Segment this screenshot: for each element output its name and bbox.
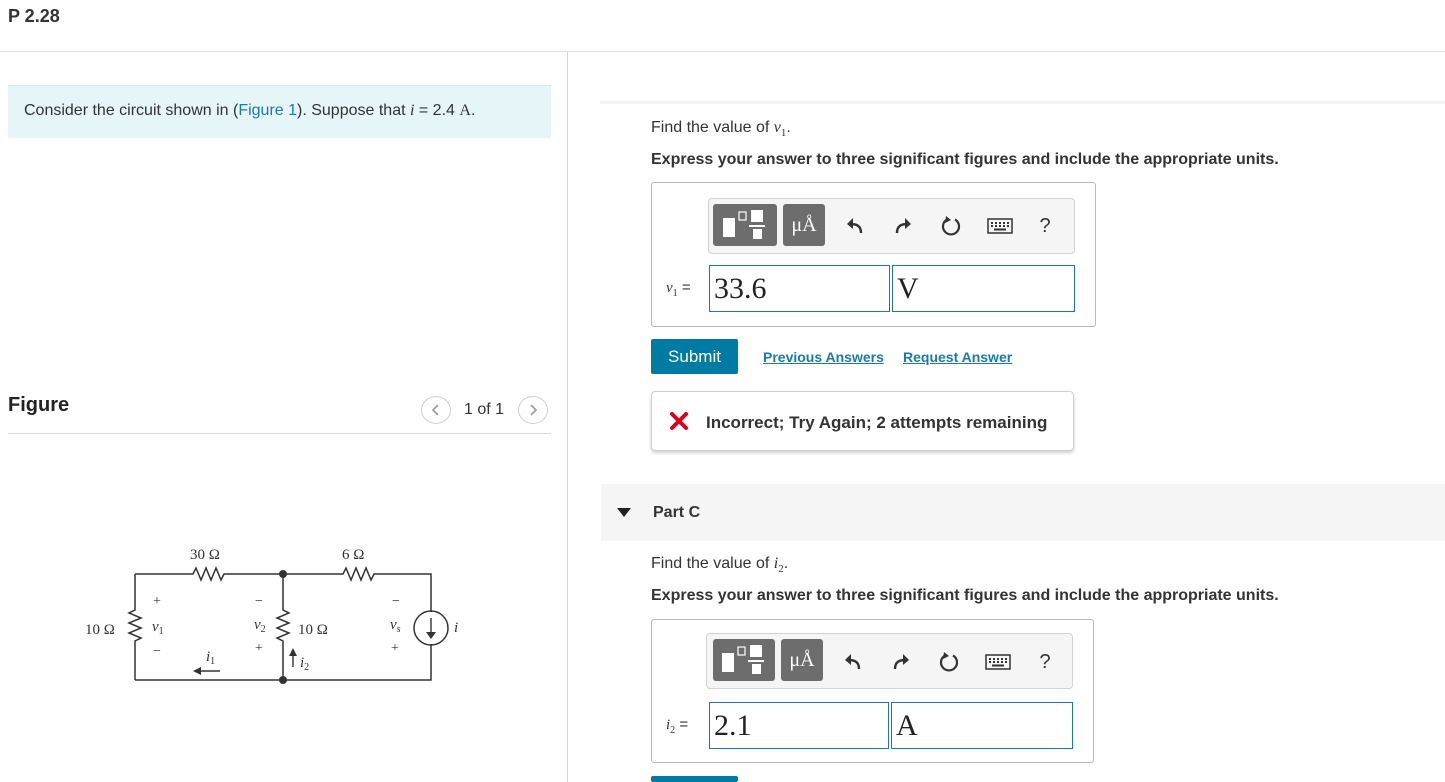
part-b-unit-input[interactable]: V <box>892 265 1075 312</box>
keyboard-icon <box>985 654 1011 670</box>
help-button[interactable]: ? <box>1039 214 1051 237</box>
header-divider <box>0 51 1445 52</box>
part-c-answer-label: $i_2$ = <box>666 716 689 736</box>
part-c-submit-button[interactable] <box>651 776 738 782</box>
units-button[interactable]: μÅ <box>781 639 823 681</box>
part-b-answer-label: $v_1$ = <box>666 279 691 299</box>
keyboard-icon <box>987 218 1013 234</box>
keyboard-button[interactable] <box>983 648 1013 676</box>
part-b-submit-button[interactable]: Submit <box>651 339 738 374</box>
problem-title: P 2.28 <box>8 6 60 26</box>
intro-var-i: i <box>409 102 415 119</box>
undo-icon <box>845 216 865 236</box>
v2-plus: + <box>255 641 263 656</box>
redo-icon <box>893 216 913 236</box>
label-vs: $v_s$ <box>390 617 401 635</box>
v1-plus: + <box>153 594 161 609</box>
collapse-caret-icon[interactable] <box>617 508 631 518</box>
chevron-left-icon <box>431 403 441 417</box>
figure-link[interactable]: Figure 1 <box>238 102 298 119</box>
vs-minus: − <box>392 594 400 609</box>
figure-divider <box>8 433 551 434</box>
next-figure-button[interactable] <box>518 396 548 424</box>
part-c-question: Find the value of $i_2$. <box>651 555 789 576</box>
v2-minus: − <box>255 594 263 609</box>
vs-plus: + <box>391 641 399 656</box>
feedback-text: Incorrect; Try Again; 2 attempts remaining <box>706 413 1048 432</box>
part-b-top-divider <box>600 101 1445 104</box>
part-c-toolbar <box>706 633 1073 689</box>
node-bottom <box>279 676 287 684</box>
redo-button[interactable] <box>889 212 917 240</box>
label-6-ohm: 6 Ω <box>342 547 365 563</box>
reset-icon <box>940 215 962 237</box>
prev-figure-button[interactable] <box>421 396 451 424</box>
redo-button[interactable] <box>887 648 915 676</box>
figure-heading: Figure <box>8 394 70 416</box>
part-c-value-input[interactable]: 2.1 <box>709 702 889 749</box>
part-c-title: Part C <box>653 504 701 521</box>
templates-button[interactable] <box>713 204 777 246</box>
intro-text: Consider the circuit shown in (Figure 1). Suppose that i = 2.4 A. <box>24 102 476 119</box>
undo-button[interactable] <box>839 648 867 676</box>
part-b-answer-box <box>651 182 1096 327</box>
pane-divider[interactable] <box>567 52 568 782</box>
part-c-unit-input[interactable]: A <box>891 702 1073 749</box>
problem-intro <box>8 85 551 138</box>
feedback-box <box>651 391 1074 451</box>
label-source-i: i <box>454 620 459 636</box>
redo-icon <box>891 652 911 672</box>
label-mid-10-ohm: 10 Ω <box>298 622 328 638</box>
reset-button[interactable] <box>935 648 963 676</box>
label-v1: $v_1$ <box>152 619 164 637</box>
undo-icon <box>843 652 863 672</box>
part-b-question: Find the value of $v_1$. <box>651 119 791 140</box>
request-answer-link[interactable]: Request Answer <box>903 349 1013 365</box>
part-c-instruction: Express your answer to three significant figures and include the appropriate units. <box>651 587 1279 604</box>
part-c-answer-box <box>651 619 1094 763</box>
units-button[interactable]: μÅ <box>783 204 825 246</box>
templates-button[interactable] <box>713 639 775 681</box>
part-b-value-input[interactable]: 33.6 <box>709 265 890 312</box>
part-c-header[interactable] <box>601 484 1445 541</box>
node-top <box>279 570 287 578</box>
part-b-instruction: Express your answer to three significant figures and include the appropriate units. <box>651 151 1279 168</box>
label-i1: $i_1$ <box>206 649 216 667</box>
label-i2: $i_2$ <box>300 655 310 673</box>
reset-button[interactable] <box>937 212 965 240</box>
part-b-toolbar <box>708 198 1075 254</box>
v1-minus: − <box>153 644 161 659</box>
chevron-right-icon <box>528 403 538 417</box>
fraction-template-icon <box>713 204 777 246</box>
reset-icon <box>938 651 960 673</box>
circuit-diagram <box>80 540 480 700</box>
previous-answers-link[interactable]: Previous Answers <box>763 349 884 365</box>
label-left-10-ohm: 10 Ω <box>85 622 115 638</box>
label-30-ohm: 30 Ω <box>190 547 220 563</box>
keyboard-button[interactable] <box>985 212 1015 240</box>
help-button[interactable]: ? <box>1039 650 1051 673</box>
label-v2: $v_2$ <box>254 617 266 635</box>
fraction-template-icon <box>713 639 775 681</box>
incorrect-x-icon <box>669 411 689 431</box>
figure-pager: 1 of 1 <box>464 401 505 418</box>
undo-button[interactable] <box>841 212 869 240</box>
